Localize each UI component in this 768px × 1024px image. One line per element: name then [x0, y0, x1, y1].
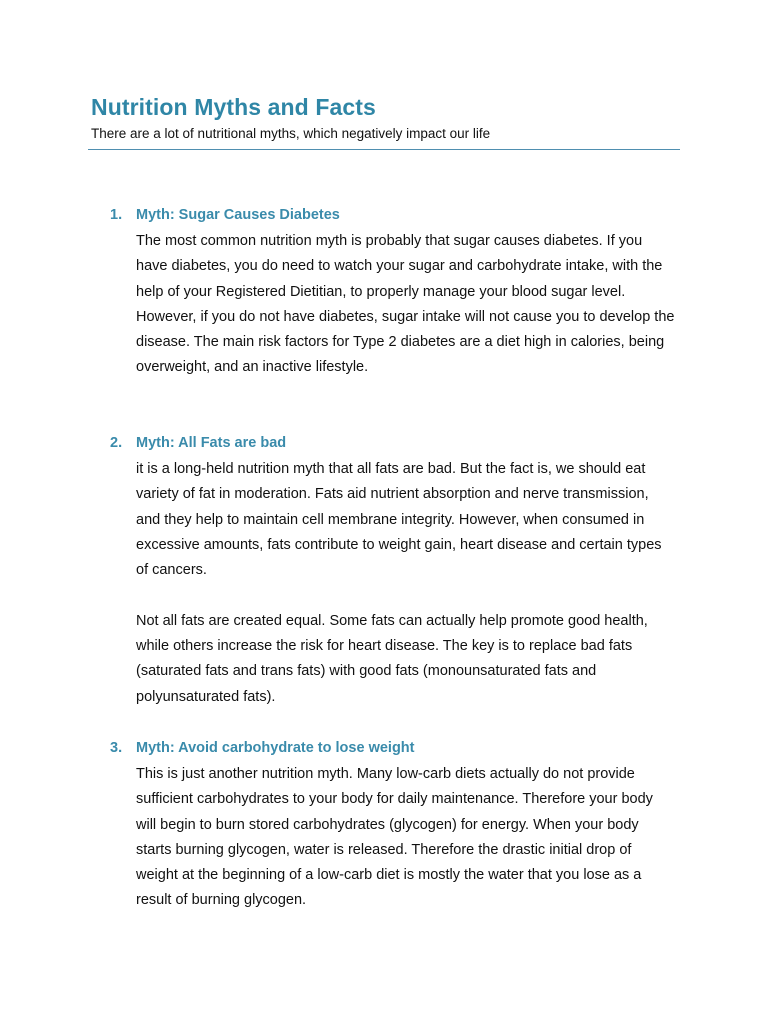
- section-heading-text: Myth: Avoid carbohydrate to lose weight: [136, 740, 415, 756]
- section-heading: [110, 432, 690, 454]
- page-title: Nutrition Myths and Facts: [91, 94, 376, 120]
- section-paragraph: The most common nutrition myth is probably that sugar causes diabetes. If you have diabetes, you do need to watch your sugar and carbohydrate intake, with the help of your Registered Dietitian, to properly manage your blood sugar level. However, if you do not have diabetes, sugar intake will not cause you to develop the disease. The main risk factors for Type 2 diabetes are a diet high in calories, being overweight, and an inactive lifestyle.: [136, 233, 675, 376]
- section-number: 3.: [110, 740, 123, 756]
- section-heading-text: Myth: Sugar Causes Diabetes: [136, 207, 340, 223]
- section-paragraph: Not all fats are created equal. Some fats can actually help promote good health, while others increase the risk for heart disease. The key is to replace bad fats (saturated fats and trans fats) with good fats (monounsaturated fats and polyunsaturated fats).: [136, 612, 648, 705]
- myth-section-3: [110, 737, 690, 914]
- document-header: [91, 92, 681, 143]
- section-number: 2.: [110, 435, 123, 451]
- section-body: [136, 457, 676, 710]
- section-heading: [110, 204, 690, 226]
- section-body: [136, 762, 676, 914]
- section-heading-text: Myth: All Fats are bad: [136, 435, 287, 451]
- section-paragraph: it is a long-held nutrition myth that all fats are bad. But the fact is, we should eat variety of fat in moderation. Fats aid nutrient absorption and nerve transmission, and they help to maintain cell membrane integrity. However, when consumed in excessive amounts, fats contribute to weight gain, heart disease and certain types of cancers.: [136, 461, 662, 579]
- myth-section-2: [110, 432, 690, 710]
- section-body: [136, 229, 676, 381]
- myth-section-1: [110, 204, 690, 381]
- page-subtitle: There are a lot of nutritional myths, which negatively impact our life: [91, 126, 491, 141]
- section-heading: [110, 737, 690, 759]
- section-number: 1.: [110, 207, 123, 223]
- section-paragraph: This is just another nutrition myth. Many low-carb diets actually do not provide sufficient carbohydrates to your body for daily maintenance. Therefore your body will begin to burn stored carbohydrates (glycogen) for energy. When your body starts burning glycogen, water is released. Therefore the drastic initial drop of weight at the beginning of a low-carb diet is mostly the water that you lose as a result of burning glycogen.: [136, 766, 653, 909]
- header-divider: [88, 149, 680, 150]
